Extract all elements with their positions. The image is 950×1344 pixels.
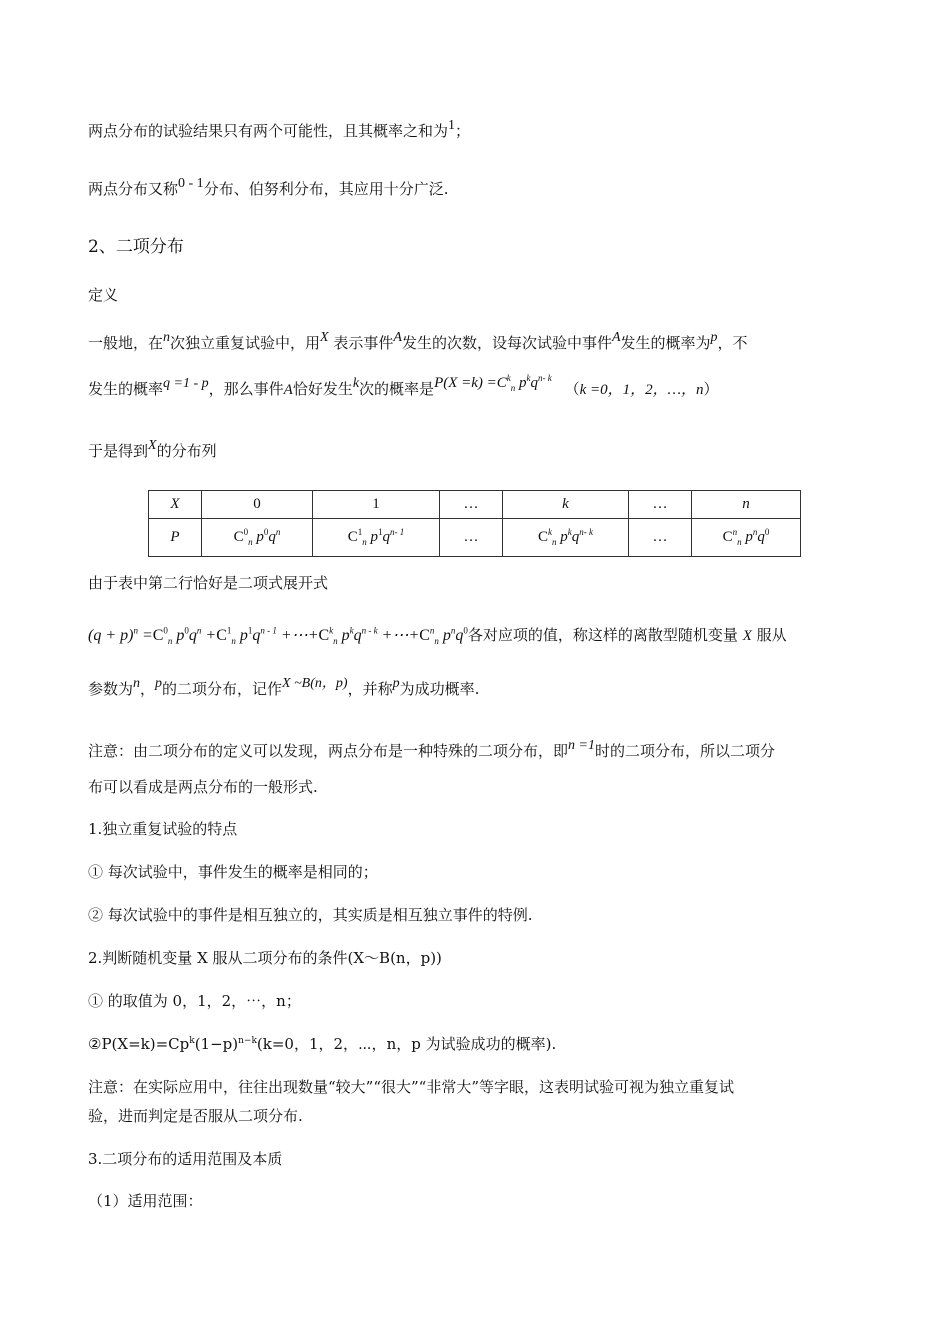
table-cell: $C^n_n$ $p^nq^0$	[692, 519, 801, 557]
math-one: 1	[448, 118, 456, 133]
item3-scope: （1）适用范围：	[88, 1192, 203, 1210]
definition-line-2: 发生的概率q =1 - p，那么事件A恰好发生k次的概率是$P(X =k) =C^k_n$ $p^kq^{n- k}$ （k =0，1，2，…，n）	[88, 373, 719, 398]
table-cell: $C^0_n$ $p^0q^n$	[202, 519, 313, 557]
table-cell: $C^1_n$ $p^1q^{n- 1}$	[313, 519, 440, 557]
table-header-cell: n	[692, 491, 801, 519]
item3-title: 3.二项分布的适用范围及本质	[88, 1150, 283, 1168]
definition-heading: 定义	[88, 286, 119, 304]
item2-point-a: ① 的取值为 0，1，2，⋯，n；	[88, 992, 301, 1010]
note-application-line-2: 验，进而判定是否服从二项分布.	[88, 1107, 303, 1125]
note-two-point-line-2: 布可以看成是两点分布的一般形式.	[88, 778, 318, 796]
table-header-cell: k	[503, 491, 629, 519]
item2-point-b: $②P(X=k)=Cp^k(1-p)^{n-k}(k=0$，1，2，⋯，n，p 为试验成功的概率).	[88, 1035, 557, 1053]
item1-point-b: ② 每次试验中的事件是相互独立的，其实质是相互独立事件的特例.	[88, 906, 533, 924]
binomial-notation: X ~B(n，p)	[282, 676, 348, 691]
table-header-cell: …	[629, 491, 692, 519]
definition-line-1: 一般地，在n次独立重复试验中，用X 表示事件A发生的次数，设每次试验中事件A发生的概率为p，不	[88, 330, 748, 352]
item1-point-a: ① 每次试验中，事件发生的概率是相同的；	[88, 863, 378, 881]
note-two-point-line-1: 注意：由二项分布的定义可以发现，两点分布是一种特殊的二项分布，即n =1时的二项分布，所以二项分	[88, 738, 775, 760]
table-header-cell: 0	[202, 491, 313, 519]
item1-title: 1.独立重复试验的特点	[88, 820, 238, 838]
table-probability-row	[149, 519, 801, 557]
table-cell: …	[440, 519, 503, 557]
expansion-intro: 由于表中第二行恰好是二项式展开式	[88, 574, 329, 592]
note-application-line-1: 注意：在实际应用中，往往出现数量“较大”“很大”“非常大”等字眼，这表明试验可视为独立重复试	[88, 1078, 735, 1096]
table-cell: …	[629, 519, 692, 557]
table-cell: $C^k_n$ $p^kq^{n- k}$	[503, 519, 629, 557]
table-header-row	[149, 491, 801, 519]
parameter-sentence: 参数为n，p的二项分布，记作X ~B(n，p)，并称p为成功概率.	[88, 676, 480, 698]
item2-title: 2.判断随机变量 X 服从二项分布的条件(X～B(n，p))	[88, 949, 442, 967]
binomial-expansion-line: $(q + p)^n =C^0_n$ $p^0q^n +C^1_n$ $p^1q^{n - 1}$ $+\cdots+C^k_n$ $p^kq^{n - k}$ $+\cdots+C^n_n$ $p^nq^0$各对应项的值，称这样的离散型随机变量 X 服从	[88, 625, 787, 647]
table-header-cell: …	[440, 491, 503, 519]
math-zero-one: 0 - 1	[178, 176, 204, 191]
bernoulli-sentence: 两点分布又称0 - 1分布、伯努利分布，其应用十分广泛.	[88, 176, 449, 198]
binomial-expansion-formula: $(q + p)^n =C^0_n$ $p^0q^n +C^1_n$ $p^1q^{n - 1}$ $+\cdots+C^k_n$ $p^kq^{n - k}$ $+\cdots+C^n_n$ $p^nq^0$	[88, 625, 468, 647]
distribution-list-intro: 于是得到X的分布列	[88, 438, 217, 460]
table-row-label: P	[149, 519, 202, 557]
table-header-cell: 1	[313, 491, 440, 519]
table-header-label: X	[149, 491, 202, 519]
binomial-distribution-table	[148, 490, 801, 557]
two-point-sum-sentence: 两点分布的试验结果只有两个可能性，且其概率之和为1；	[88, 118, 471, 140]
section-heading-binomial: 2、二项分布	[88, 237, 184, 257]
probability-formula: $P(X =k) =C^k_n$ $p^kq^{n- k}$	[434, 373, 552, 393]
